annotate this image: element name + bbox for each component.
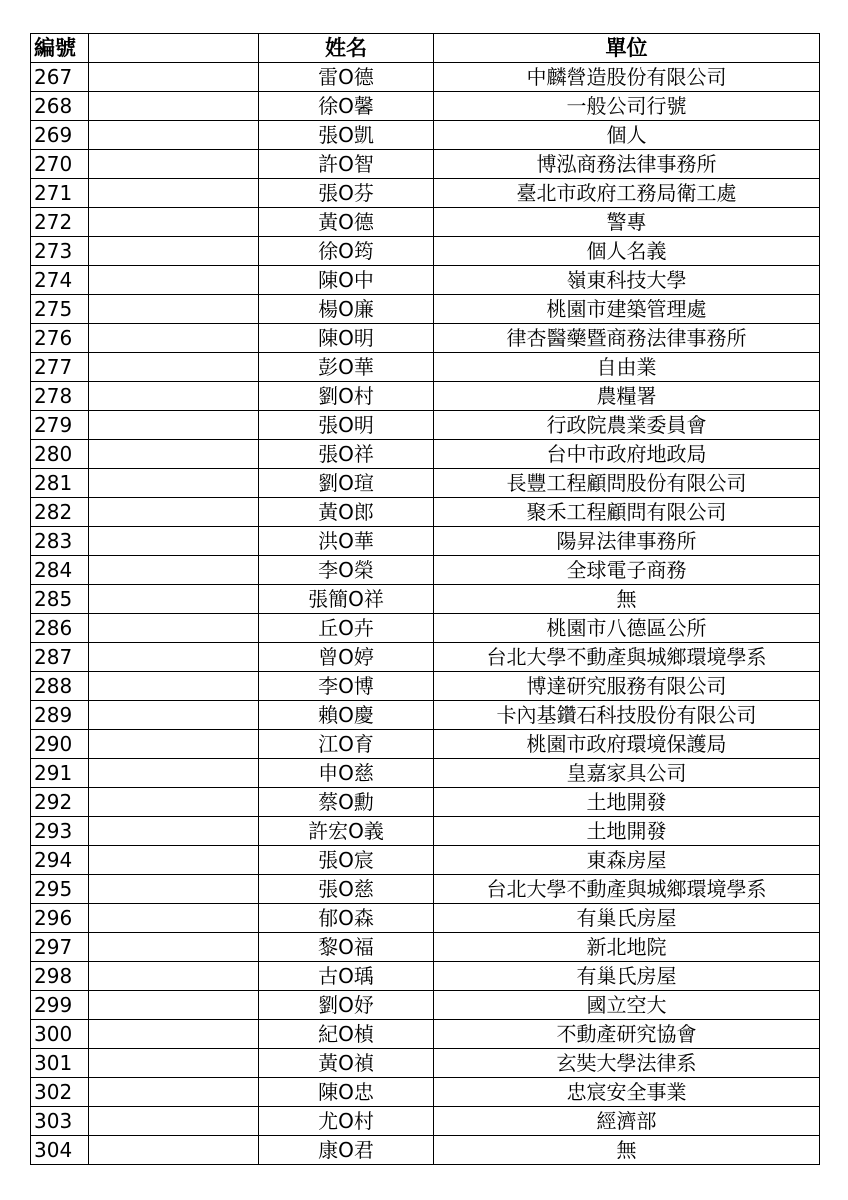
row-name: 張O宸 <box>259 846 434 875</box>
row-name: 郁O森 <box>259 904 434 933</box>
row-number: 292 <box>31 788 89 817</box>
row-blank <box>89 63 259 92</box>
row-unit: 有巢氏房屋 <box>434 904 820 933</box>
table-row <box>31 962 820 991</box>
row-name: 張O祥 <box>259 440 434 469</box>
header-number: 編號 <box>31 34 89 63</box>
participant-table <box>30 33 820 1165</box>
row-unit: 農糧署 <box>434 382 820 411</box>
row-blank <box>89 469 259 498</box>
row-name: 曾O婷 <box>259 643 434 672</box>
table-row <box>31 469 820 498</box>
row-number: 273 <box>31 237 89 266</box>
row-blank <box>89 643 259 672</box>
row-name: 徐O筠 <box>259 237 434 266</box>
row-number: 289 <box>31 701 89 730</box>
table-body <box>31 63 820 1165</box>
table-row <box>31 788 820 817</box>
row-blank <box>89 730 259 759</box>
row-name: 陳O明 <box>259 324 434 353</box>
row-unit: 新北地院 <box>434 933 820 962</box>
header-name: 姓名 <box>259 34 434 63</box>
row-unit: 東森房屋 <box>434 846 820 875</box>
table-row <box>31 1136 820 1165</box>
row-number: 276 <box>31 324 89 353</box>
row-unit: 桃園市八德區公所 <box>434 614 820 643</box>
row-number: 272 <box>31 208 89 237</box>
row-blank <box>89 962 259 991</box>
row-number: 294 <box>31 846 89 875</box>
row-name: 張O明 <box>259 411 434 440</box>
row-name: 劉O村 <box>259 382 434 411</box>
row-number: 303 <box>31 1107 89 1136</box>
row-unit: 博泓商務法律事務所 <box>434 150 820 179</box>
row-name: 雷O德 <box>259 63 434 92</box>
table-row <box>31 527 820 556</box>
row-blank <box>89 179 259 208</box>
row-blank <box>89 295 259 324</box>
row-blank <box>89 92 259 121</box>
row-number: 283 <box>31 527 89 556</box>
row-blank <box>89 933 259 962</box>
row-blank <box>89 1107 259 1136</box>
row-name: 李O榮 <box>259 556 434 585</box>
row-name: 李O博 <box>259 672 434 701</box>
row-unit: 國立空大 <box>434 991 820 1020</box>
table-row <box>31 63 820 92</box>
row-number: 304 <box>31 1136 89 1165</box>
row-name: 劉O瑄 <box>259 469 434 498</box>
row-unit: 台中市政府地政局 <box>434 440 820 469</box>
row-blank <box>89 846 259 875</box>
table-header-row <box>31 34 820 63</box>
table-row <box>31 1049 820 1078</box>
row-blank <box>89 904 259 933</box>
row-name: 彭O華 <box>259 353 434 382</box>
table-row <box>31 875 820 904</box>
table-row <box>31 672 820 701</box>
row-number: 287 <box>31 643 89 672</box>
row-blank <box>89 556 259 585</box>
row-blank <box>89 150 259 179</box>
row-unit: 台北大學不動產與城鄉環境學系 <box>434 875 820 904</box>
table-row <box>31 150 820 179</box>
row-name: 丘O卉 <box>259 614 434 643</box>
row-unit: 皇嘉家具公司 <box>434 759 820 788</box>
table-row <box>31 846 820 875</box>
row-unit: 律杏醫藥暨商務法律事務所 <box>434 324 820 353</box>
row-number: 302 <box>31 1078 89 1107</box>
row-number: 284 <box>31 556 89 585</box>
row-unit: 聚禾工程顧問有限公司 <box>434 498 820 527</box>
row-name: 黃O德 <box>259 208 434 237</box>
row-number: 267 <box>31 63 89 92</box>
table-row <box>31 440 820 469</box>
table-row <box>31 92 820 121</box>
row-number: 280 <box>31 440 89 469</box>
table-row <box>31 1107 820 1136</box>
row-name: 張O凱 <box>259 121 434 150</box>
row-unit: 全球電子商務 <box>434 556 820 585</box>
row-blank <box>89 411 259 440</box>
row-unit: 警專 <box>434 208 820 237</box>
row-blank <box>89 1136 259 1165</box>
table-row <box>31 614 820 643</box>
row-name: 康O君 <box>259 1136 434 1165</box>
row-blank <box>89 121 259 150</box>
table-row <box>31 382 820 411</box>
row-unit: 桃園市建築管理處 <box>434 295 820 324</box>
row-unit: 行政院農業委員會 <box>434 411 820 440</box>
row-name: 黃O郎 <box>259 498 434 527</box>
table-row <box>31 585 820 614</box>
row-unit: 玄奘大學法律系 <box>434 1049 820 1078</box>
row-name: 劉O妤 <box>259 991 434 1020</box>
row-blank <box>89 440 259 469</box>
header-blank <box>89 34 259 63</box>
row-unit: 博達研究服務有限公司 <box>434 672 820 701</box>
row-name: 陳O中 <box>259 266 434 295</box>
row-number: 295 <box>31 875 89 904</box>
row-blank <box>89 759 259 788</box>
row-number: 282 <box>31 498 89 527</box>
row-number: 297 <box>31 933 89 962</box>
row-number: 285 <box>31 585 89 614</box>
row-name: 申O慈 <box>259 759 434 788</box>
row-number: 277 <box>31 353 89 382</box>
row-unit: 個人 <box>434 121 820 150</box>
row-number: 288 <box>31 672 89 701</box>
row-name: 張簡O祥 <box>259 585 434 614</box>
table-row <box>31 295 820 324</box>
row-number: 270 <box>31 150 89 179</box>
row-blank <box>89 817 259 846</box>
row-unit: 無 <box>434 1136 820 1165</box>
row-number: 293 <box>31 817 89 846</box>
row-unit: 陽昇法律事務所 <box>434 527 820 556</box>
row-number: 298 <box>31 962 89 991</box>
row-blank <box>89 237 259 266</box>
row-name: 蔡O勳 <box>259 788 434 817</box>
table-row <box>31 411 820 440</box>
table-row <box>31 643 820 672</box>
row-number: 281 <box>31 469 89 498</box>
row-unit: 忠宸安全事業 <box>434 1078 820 1107</box>
row-blank <box>89 614 259 643</box>
row-unit: 經濟部 <box>434 1107 820 1136</box>
row-name: 古O瑀 <box>259 962 434 991</box>
table-row <box>31 179 820 208</box>
row-blank <box>89 585 259 614</box>
row-number: 279 <box>31 411 89 440</box>
row-unit: 一般公司行號 <box>434 92 820 121</box>
table-row <box>31 759 820 788</box>
row-blank <box>89 701 259 730</box>
row-unit: 嶺東科技大學 <box>434 266 820 295</box>
row-name: 徐O馨 <box>259 92 434 121</box>
row-unit: 土地開發 <box>434 788 820 817</box>
row-number: 299 <box>31 991 89 1020</box>
row-number: 269 <box>31 121 89 150</box>
row-name: 洪O華 <box>259 527 434 556</box>
row-blank <box>89 1049 259 1078</box>
row-name: 張O慈 <box>259 875 434 904</box>
row-name: 江O育 <box>259 730 434 759</box>
table-row <box>31 933 820 962</box>
row-name: 黎O福 <box>259 933 434 962</box>
table-row <box>31 121 820 150</box>
row-name: 尤O村 <box>259 1107 434 1136</box>
row-blank <box>89 208 259 237</box>
row-number: 296 <box>31 904 89 933</box>
row-blank <box>89 324 259 353</box>
row-name: 楊O廉 <box>259 295 434 324</box>
row-number: 278 <box>31 382 89 411</box>
row-unit: 有巢氏房屋 <box>434 962 820 991</box>
table-row <box>31 701 820 730</box>
row-blank <box>89 498 259 527</box>
row-unit: 不動產研究協會 <box>434 1020 820 1049</box>
table-row <box>31 498 820 527</box>
table-row <box>31 237 820 266</box>
table-row <box>31 266 820 295</box>
table-row <box>31 730 820 759</box>
row-unit: 土地開發 <box>434 817 820 846</box>
row-number: 301 <box>31 1049 89 1078</box>
row-number: 268 <box>31 92 89 121</box>
table-row <box>31 556 820 585</box>
row-name: 許O智 <box>259 150 434 179</box>
row-unit: 中麟營造股份有限公司 <box>434 63 820 92</box>
row-blank <box>89 1020 259 1049</box>
row-unit: 無 <box>434 585 820 614</box>
row-unit: 卡內基鑽石科技股份有限公司 <box>434 701 820 730</box>
row-number: 271 <box>31 179 89 208</box>
row-unit: 個人名義 <box>434 237 820 266</box>
table-row <box>31 1020 820 1049</box>
row-blank <box>89 672 259 701</box>
row-blank <box>89 527 259 556</box>
row-name: 賴O慶 <box>259 701 434 730</box>
row-name: 黃O禎 <box>259 1049 434 1078</box>
row-blank <box>89 382 259 411</box>
row-name: 陳O忠 <box>259 1078 434 1107</box>
header-unit: 單位 <box>434 34 820 63</box>
row-blank <box>89 788 259 817</box>
table-row <box>31 817 820 846</box>
row-number: 300 <box>31 1020 89 1049</box>
row-number: 274 <box>31 266 89 295</box>
row-unit: 長豐工程顧問股份有限公司 <box>434 469 820 498</box>
row-unit: 自由業 <box>434 353 820 382</box>
row-unit: 臺北市政府工務局衛工處 <box>434 179 820 208</box>
row-name: 紀O楨 <box>259 1020 434 1049</box>
row-number: 290 <box>31 730 89 759</box>
row-unit: 台北大學不動產與城鄉環境學系 <box>434 643 820 672</box>
table-row <box>31 324 820 353</box>
table-row <box>31 208 820 237</box>
row-blank <box>89 353 259 382</box>
row-number: 275 <box>31 295 89 324</box>
table-row <box>31 904 820 933</box>
row-blank <box>89 266 259 295</box>
row-blank <box>89 991 259 1020</box>
row-name: 張O芬 <box>259 179 434 208</box>
row-name: 許宏O義 <box>259 817 434 846</box>
row-blank <box>89 875 259 904</box>
row-unit: 桃園市政府環境保護局 <box>434 730 820 759</box>
row-number: 286 <box>31 614 89 643</box>
table-row <box>31 1078 820 1107</box>
table-row <box>31 991 820 1020</box>
table-row <box>31 353 820 382</box>
row-blank <box>89 1078 259 1107</box>
row-number: 291 <box>31 759 89 788</box>
